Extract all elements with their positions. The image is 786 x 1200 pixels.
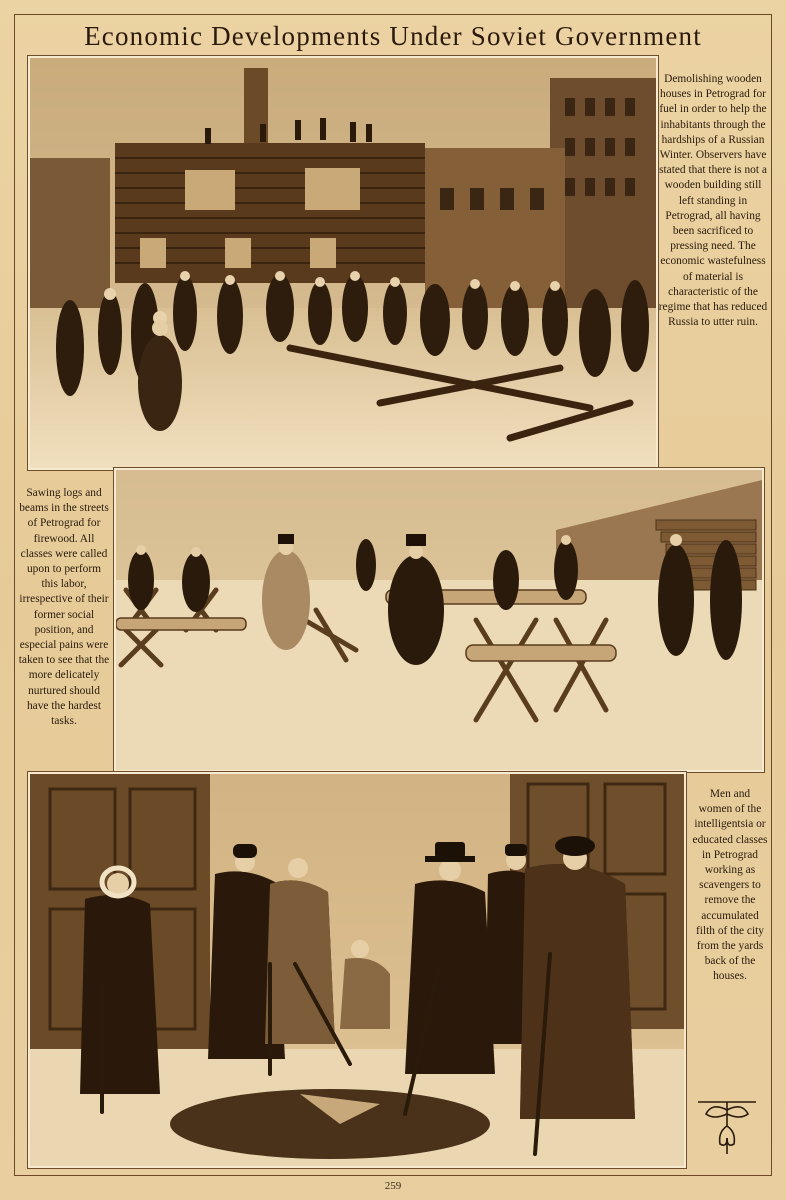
photo-sawing-logs bbox=[114, 468, 764, 772]
page-number: 259 bbox=[384, 1180, 402, 1192]
caption-intelligentsia: Men and women of the intelligentsia or educated classes in Petrograd working as scavengers to remove the accumulated filth of the city from the yards back of the houses. bbox=[692, 788, 768, 983]
floral-ornament-icon bbox=[694, 1098, 760, 1156]
page-title: Economic Developments Under Soviet Government bbox=[84, 21, 702, 51]
caption-sawing-logs: Sawing logs and beams in the streets of Petrograd for firewood. All classes were called upon to perform this labor, irrespective of their former social position, and especial pains were taken to see that the more delicately nurtured should have the hardest tasks. bbox=[18, 487, 110, 728]
caption-demolishing-houses: Demolishing wooden houses in Petrograd for fuel in order to help the inhabitants through the hardships of a Russian Winter. Observers have stated that there is not a wooden building still left standing in Petrograd, all having been sacrificed to pressing need. The economic wastefulness of material is characteristic of the regime that has reduced Russia to utter ruin. bbox=[658, 73, 768, 329]
photo-intelligentsia-scavengers bbox=[28, 772, 686, 1168]
photo-demolishing-houses bbox=[28, 56, 658, 470]
